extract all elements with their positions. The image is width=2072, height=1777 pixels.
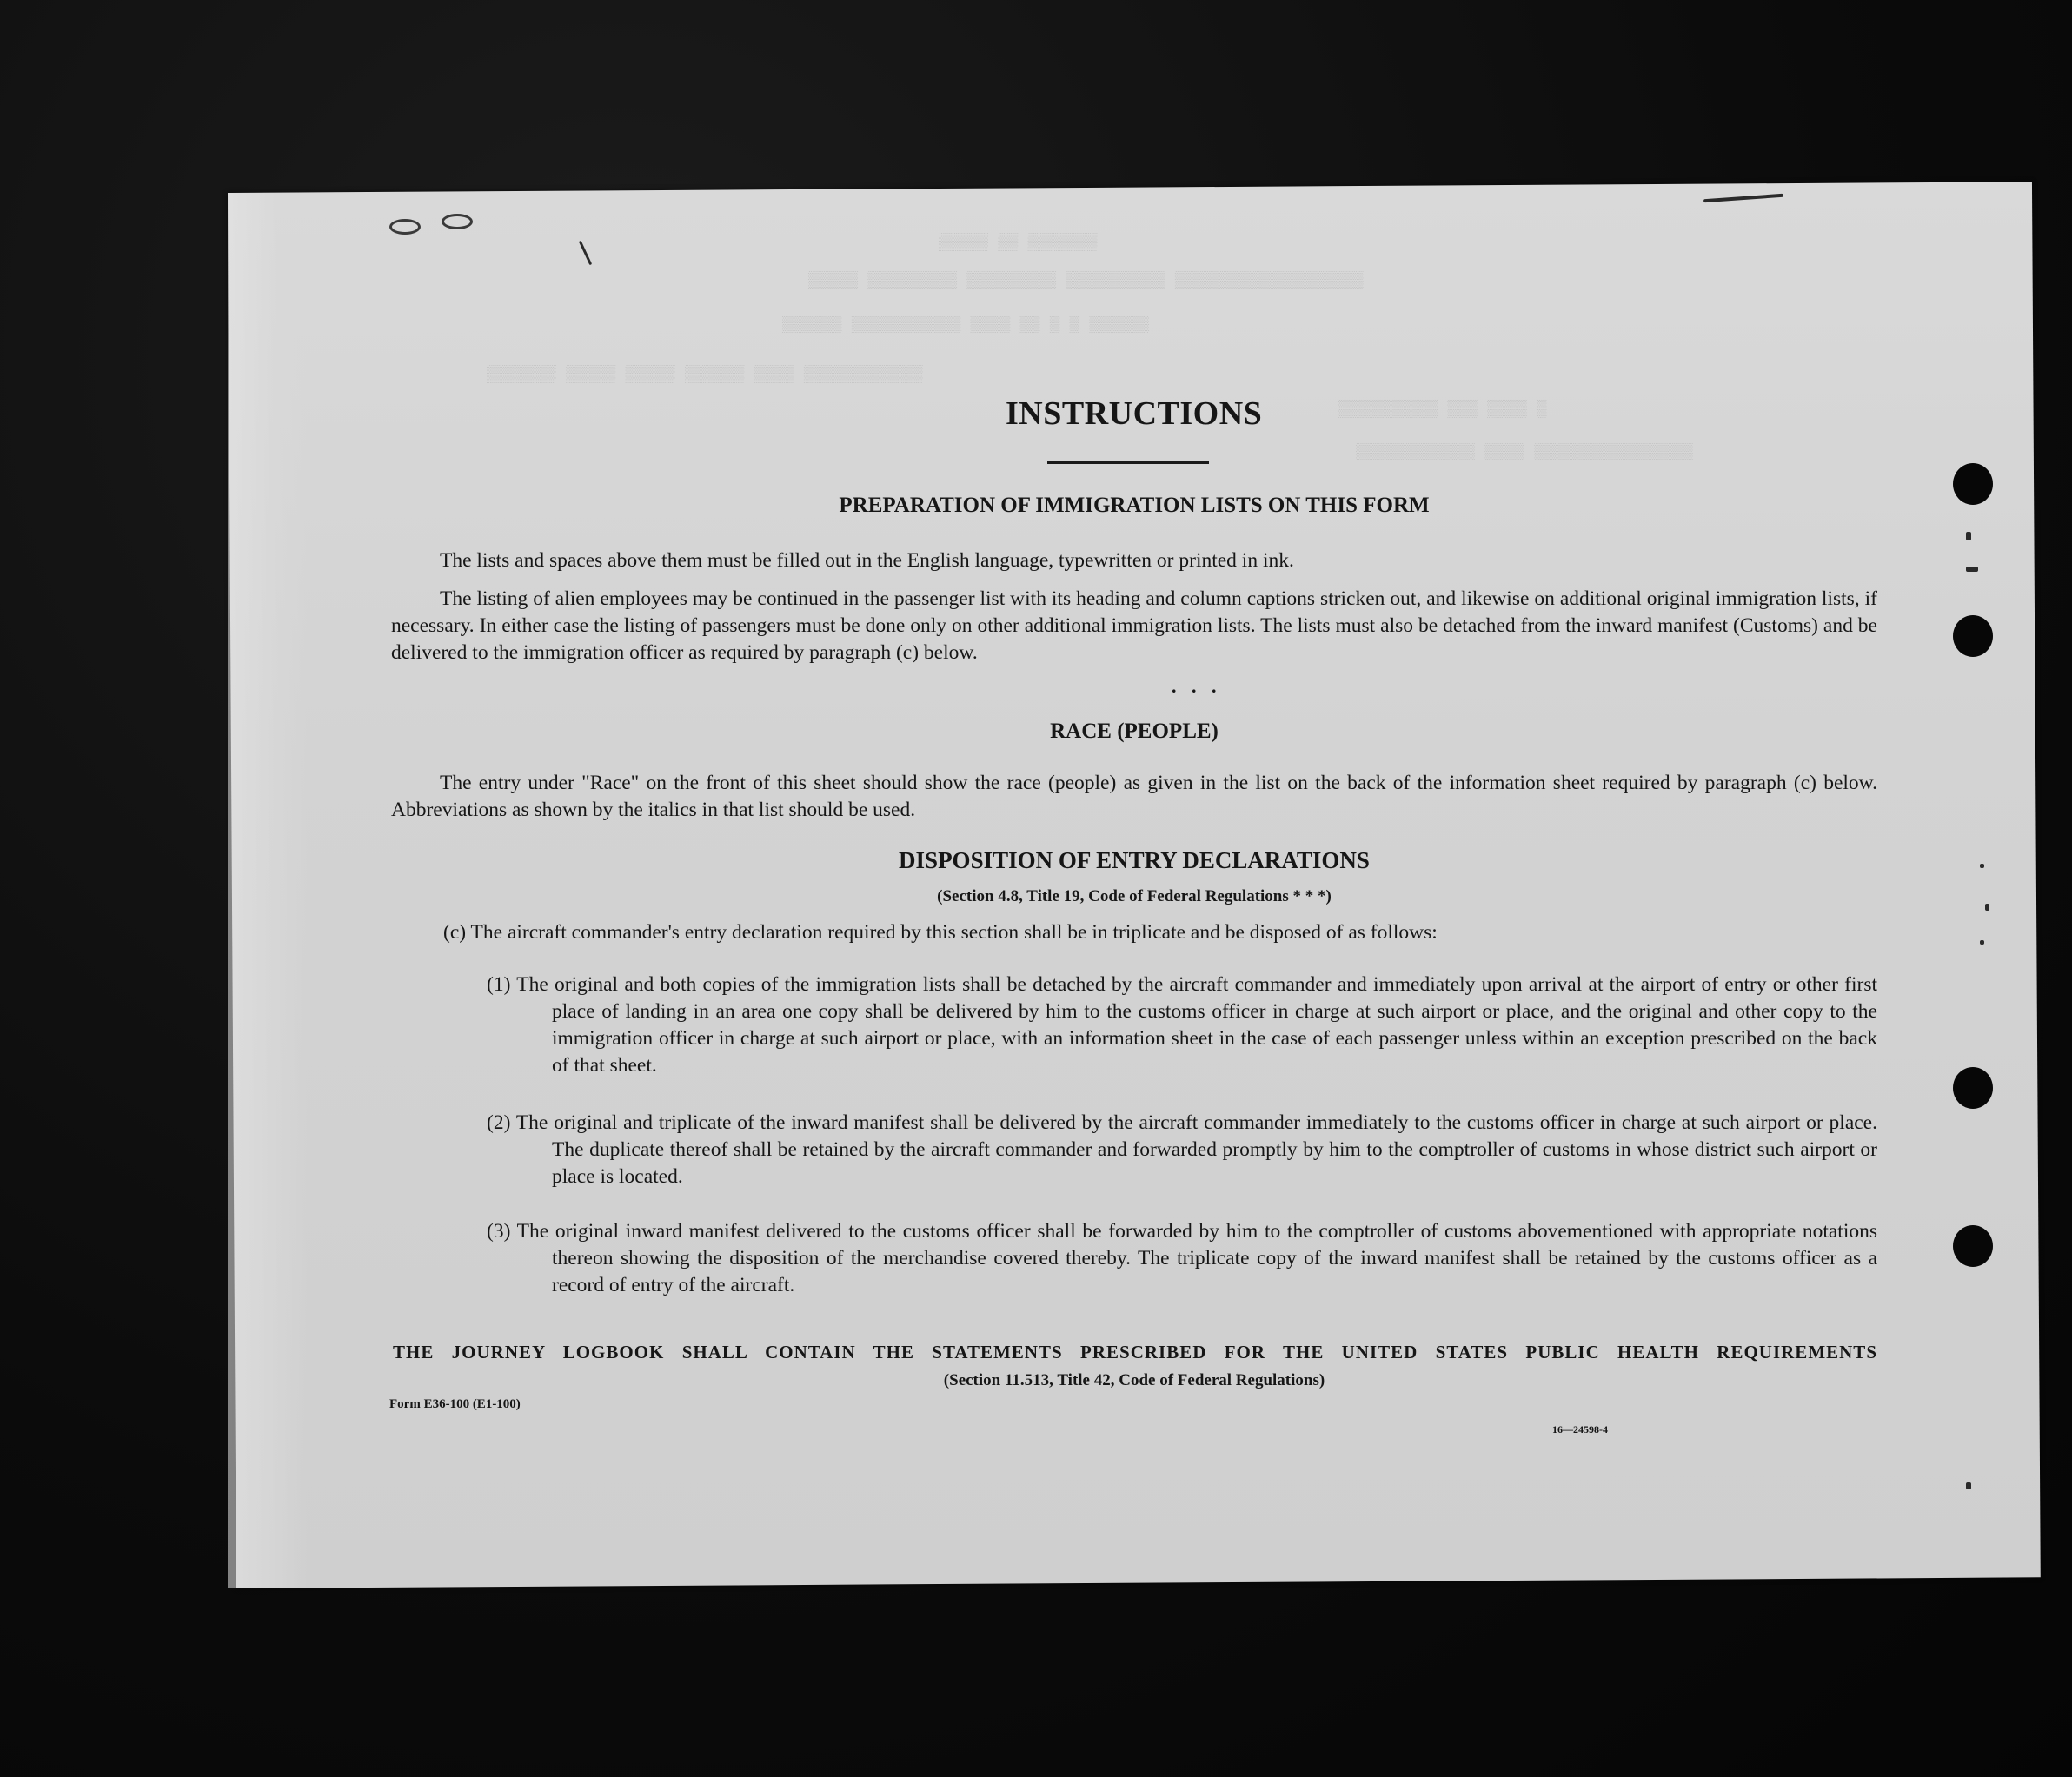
punch-hole	[1953, 1225, 1993, 1267]
paragraph-alien-employees: The listing of alien employees may be continued in the passenger list with its heading and column captions stricken out, and likewise on additional original immigration lists, if necessary. In either case the listing of passengers must be done only on other additional immigration lists. The lists must also be detached from the inward manifest (Customs) and be delivered to the immigration officer as required by paragraph (c) below.	[391, 587, 1877, 664]
edge-mark	[1966, 532, 1971, 540]
punch-hole	[1953, 615, 1993, 657]
paragraph-race: The entry under "Race" on the front of this sheet should show the race (people) as given in the list on the back of the information sheet required by paragraph (c) below. Abbreviations as shown by the italics in that list should be used.	[391, 772, 1877, 821]
ellipsis-separator: . . .	[1172, 675, 1222, 697]
list-item-immigration-lists: (1) The original and both copies of the immigration lists shall be detached by the aircraft commander and immediately upon arrival at the airport of entry or other first place of landing in an area one copy shall be delivered by him to the customs officer in charge at such airport or place, and the original and other copy to the immigration officer in charge at such airport or place, with an information sheet in the case of each passenger unless within an exception prescribed on the back of that sheet.	[487, 973, 1877, 1077]
bleed-through-text: ▒▒▒▒▒▒▒▒▒▒▒▒ ▒▒▒▒ ▒▒▒▒▒▒▒▒▒▒▒▒▒▒▒▒	[1356, 443, 1693, 462]
heading-race: RACE (PEOPLE)	[1050, 719, 1219, 743]
bleed-through-text: ▒▒▒▒▒▒ ▒▒▒▒▒▒▒▒▒▒▒ ▒▒▒▒ ▒▒ ▒ ▒ ▒▒▒▒▒▒	[782, 315, 1149, 334]
list-item-inward-manifest: (2) The original and triplicate of the inward manifest shall be delivered by the aircraft commander immediately to the customs officer in charge at such airport or place. The duplicate thereof shall be retained by the aircraft commander and forwarded promptly by him to the comptroller of customs in whose district such airport or place is located.	[487, 1111, 1877, 1188]
paragraph-language: The lists and spaces above them must be filled out in the English language, typewritten or printed in ink.	[440, 549, 1294, 572]
bleed-through-text: ▒▒▒▒▒ ▒▒ ▒▒▒▒▒▒▒	[939, 233, 1098, 252]
edge-mark	[1966, 567, 1978, 572]
heading-preparation: PREPARATION OF IMMIGRATION LISTS ON THIS FORM	[839, 494, 1430, 517]
edge-mark	[1980, 864, 1984, 868]
edge-mark	[1966, 1482, 1971, 1489]
list-item-original-manifest: (3) The original inward manifest delivered to the customs officer shall be forwarded by him to the comptroller of customs abovementioned with appropriate notations thereon showing the disposition of the merchandise covered thereby. The triplicate copy of the inward manifest shall be retained by the customs officer as a record of entry of the aircraft.	[487, 1220, 1877, 1296]
edge-mark	[1985, 904, 1989, 911]
bleed-through-text: ▒▒▒▒▒ ▒▒▒▒▒▒▒▒▒ ▒▒▒▒▒▒▒▒▒ ▒▒▒▒▒▒▒▒▒▒ ▒▒▒▒▒▒▒▒▒▒▒▒▒▒▒▒▒▒▒	[808, 271, 1364, 290]
bleed-through-text: ▒▒▒▒▒▒▒ ▒▒▒▒▒ ▒▒▒▒▒ ▒▒▒▒▒▒ ▒▒▒▒ ▒▒▒▒▒▒▒▒▒▒▒▒	[487, 365, 923, 384]
staple-mark	[389, 219, 421, 235]
paper-fold-edge	[228, 193, 308, 1588]
citation-title-42: (Section 11.513, Title 42, Code of Federal Regulations)	[943, 1371, 1325, 1389]
edge-mark	[1980, 940, 1984, 945]
title-underline	[1047, 461, 1209, 464]
document-title: INSTRUCTIONS	[1006, 395, 1263, 432]
heading-disposition: DISPOSITION OF ENTRY DECLARATIONS	[899, 847, 1370, 873]
print-number: 16—24598-4	[1552, 1423, 1608, 1436]
bleed-through-text: ▒▒▒▒▒▒▒▒▒▒ ▒▒▒ ▒▒▒▒ ▒	[1338, 400, 1547, 419]
punch-hole	[1953, 1067, 1993, 1109]
punch-hole	[1953, 463, 1993, 505]
paragraph-entry-declaration: (c) The aircraft commander's entry declaration required by this section shall be in triplicate and be disposed of as follows:	[443, 921, 1438, 944]
form-number: Form E36-100 (E1-100)	[389, 1397, 521, 1411]
staple-mark	[442, 214, 473, 229]
citation-title-19: (Section 4.8, Title 19, Code of Federal Regulations * * *)	[937, 887, 1332, 905]
logbook-statement: THE JOURNEY LOGBOOK SHALL CONTAIN THE STATEMENTS PRESCRIBED FOR THE UNITED STATES PUBLIC HEALTH REQUIREMENTS	[393, 1342, 1877, 1363]
